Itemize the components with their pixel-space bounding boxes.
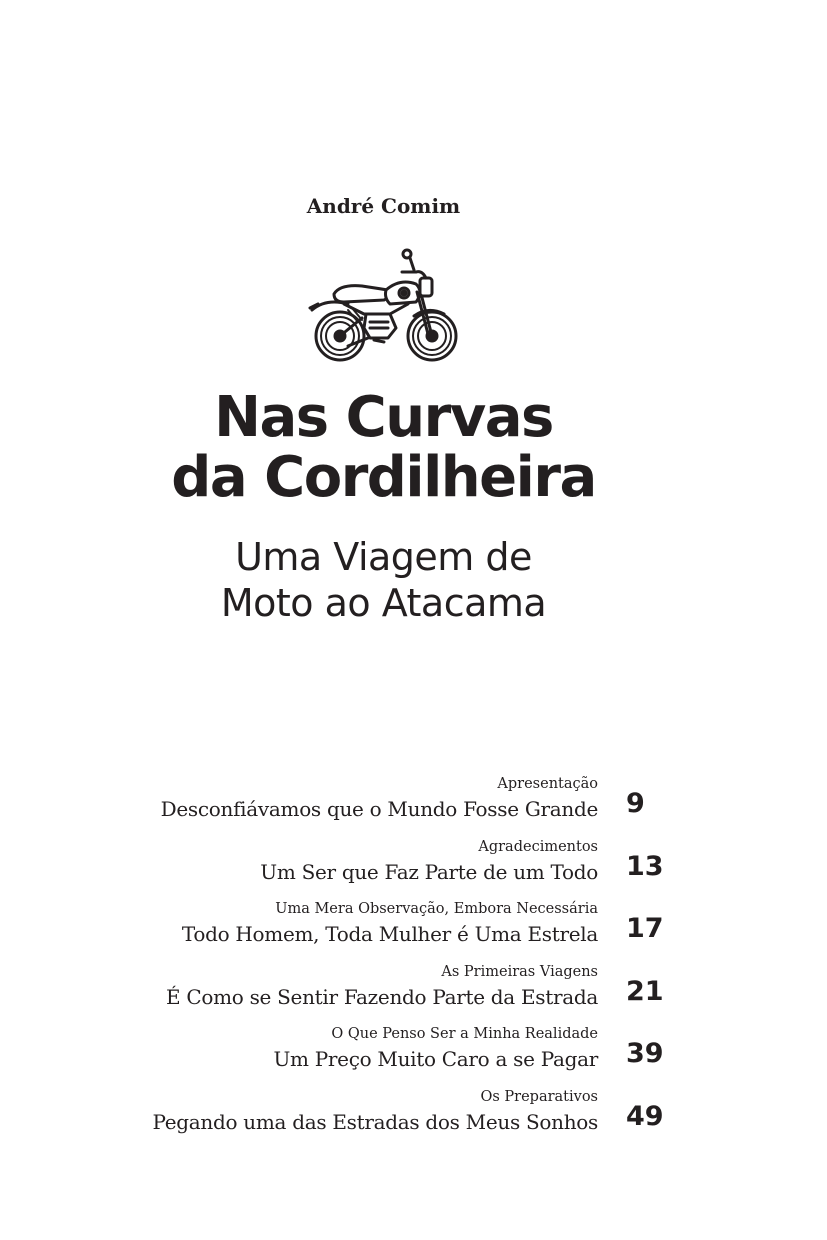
toc-chapter-title: Desconfiávamos que o Mundo Fosse Grande <box>160 797 598 821</box>
toc-page-number: 39 <box>626 1038 664 1069</box>
book-subtitle-line-2: Moto ao Atacama <box>220 581 547 625</box>
toc-entry[interactable] <box>0 901 827 964</box>
toc-section-label: Apresentação <box>497 776 598 792</box>
motorcycle-icon <box>304 248 464 364</box>
toc-chapter-title: Um Preço Muito Caro a se Pagar <box>273 1047 598 1071</box>
toc-entry[interactable] <box>0 839 827 902</box>
toc-chapter-title: Um Ser que Faz Parte de um Todo <box>260 859 598 884</box>
toc-chapter-title: Pegando uma das Estradas dos Meus Sonhos <box>152 1109 598 1134</box>
toc-section-label: Os Preparativos <box>480 1088 598 1105</box>
toc-entry[interactable] <box>0 1089 827 1152</box>
toc-section-label: Agradecimentos <box>478 838 598 855</box>
toc-page-number: 9 <box>626 788 645 819</box>
toc-page-number: 17 <box>626 913 664 944</box>
toc-page-number: 21 <box>626 975 664 1007</box>
book-subtitle-line-1: Uma Viagem de <box>235 535 532 579</box>
book-title-line-1: Nas Curvas <box>214 385 553 450</box>
toc-section-label: As Primeiras Viagens <box>441 963 598 980</box>
toc-page-number: 13 <box>626 850 664 882</box>
toc-section-label: O Que Penso Ser a Minha Realidade <box>331 1026 598 1042</box>
toc-page-number: 49 <box>626 1100 664 1132</box>
book-title <box>0 385 767 510</box>
table-of-contents <box>0 776 827 1151</box>
author-name: André Comim <box>306 194 461 218</box>
toc-entry[interactable] <box>0 1026 827 1089</box>
toc-chapter-title: Todo Homem, Toda Mulher é Uma Estrela <box>181 922 598 946</box>
toc-entry[interactable] <box>0 964 827 1027</box>
toc-entry[interactable] <box>0 776 827 839</box>
toc-chapter-title: É Como se Sentir Fazendo Parte da Estrada <box>166 984 598 1009</box>
toc-section-label: Uma Mera Observação, Embora Necessária <box>275 901 598 917</box>
book-title-line-2: da Cordilheira <box>171 445 596 510</box>
book-subtitle <box>0 534 767 626</box>
